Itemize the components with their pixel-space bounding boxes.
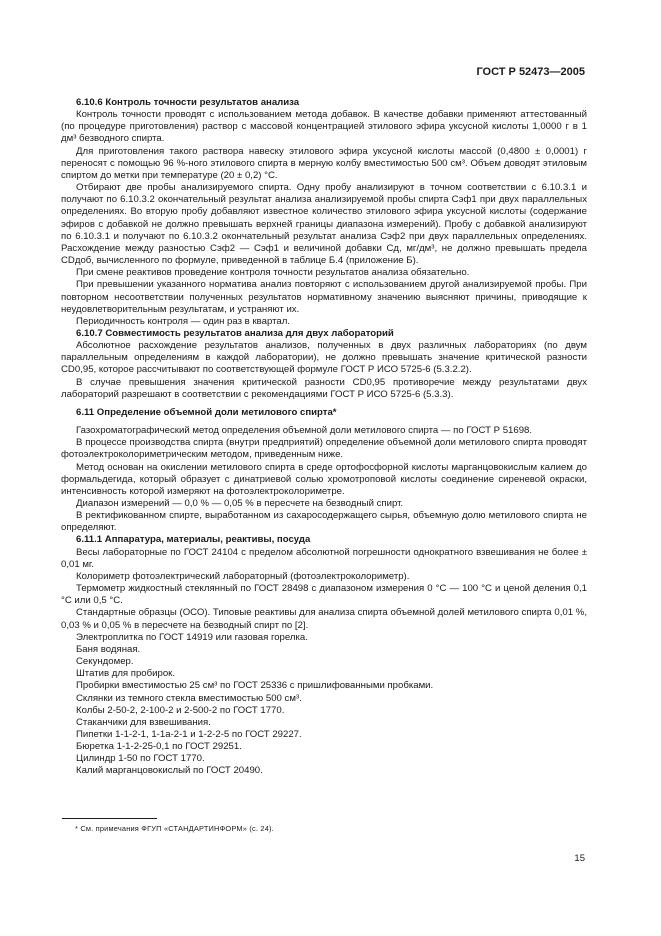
paragraph: Периодичность контроля — один раз в квартал. — [76, 315, 290, 327]
paragraph: Пипетки 1-1-2-1, 1-1а-2-1 и 1-2-2-5 по ГОСТ 29227. — [76, 728, 302, 740]
paragraph: Секундомер. — [76, 656, 134, 668]
paragraph: Электроплитка по ГОСТ 14919 или газовая горелка. — [76, 631, 308, 643]
paragraph: Штатив для пробирок. — [76, 668, 176, 680]
paragraph: При превышении указанного норматива анализ повторяют с использованием другой анализируемой пробы. При повторном несоответствии полученных результатов нормативному значению выясняют причины, приводящие к неудовлетворительным результатам, и устраняют их. — [61, 279, 587, 315]
footnote-divider — [62, 818, 157, 819]
paragraph: Абсолютное расхождение результатов анализов, полученных в двух различных лабораториях (по двум параллельным определениям в каждой лаборатории), не должно превышать значение критической разности CD0,95, которое рассчитывают по соответствующей формуле ГОСТ Р ИСО 5725-6 (5.3.2.2). — [61, 340, 587, 376]
paragraph: Цилиндр 1-50 по ГОСТ 1770. — [76, 753, 205, 765]
section-heading: 6.10.6 Контроль точности результатов анализа — [76, 97, 300, 108]
paragraph: Термометр жидкостный стеклянный по ГОСТ 28498 с диапазоном измерения 0 °С — 100 °С и ценой деления 0,1 °С или 0,5 °С. — [61, 583, 587, 607]
paragraph: Стаканчики для взвешивания. — [76, 716, 211, 728]
page-header: ГОСТ Р 52473—2005 — [476, 66, 585, 78]
paragraph: В ректификованном спирте, выработанном из сахаросодержащего сырья, объемную долю метилового спирта не определяют. — [61, 510, 587, 534]
paragraph: Для приготовления такого раствора навеску этилового эфира уксусной кислоты массой (0,4800 ± 0,0001) г переносят с помощью 96 %-ного этилового спирта в мерную колбу вместимостью 500 см³. Объем доводят этиловым спиртом до метки при температуре (20 ± 0,2) °С. — [61, 145, 587, 181]
paragraph: Калий марганцовокислый по ГОСТ 20490. — [76, 765, 263, 777]
page-number: 15 — [574, 853, 585, 864]
paragraph: Колбы 2-50-2, 2-100-2 и 2-500-2 по ГОСТ 1770. — [76, 704, 285, 716]
paragraph: Пробирки вместимостью 25 см³ по ГОСТ 25336 с пришлифованными пробками. — [76, 680, 434, 692]
section-heading: 6.10.7 Совместимость результатов анализа для двух лабораторий — [76, 327, 394, 339]
paragraph: Контроль точности проводят с использованием метода добавок. В качестве добавки применяют аттестованный (по процедуре приготовления) раствор с массовой концентрацией этилового эфира уксусной кислоты 1,0000 г в 1 дм³ безводного спирта. — [61, 109, 587, 145]
paragraph: В процессе производства спирта (внутри предприятий) определение объемной доли метилового спирта проводят фотоэлектроколориметрическим методом, приведенным ниже. — [61, 437, 587, 461]
paragraph: Баня водяная. — [76, 643, 141, 655]
paragraph: Склянки из темного стекла вместимостью 500 см³. — [76, 692, 302, 704]
section-heading: 6.11 Определение объемной доли метилового спирта* — [76, 406, 337, 418]
paragraph: При смене реактивов проведение контроля точности результатов анализа обязательно. — [76, 267, 470, 279]
document-body — [61, 97, 587, 778]
paragraph: Газохроматографический метод определения объемной доли метилового спирта — по ГОСТ Р 51698. — [76, 425, 533, 437]
paragraph: Колориметр фотоэлектрический лабораторный (фотоэлектроколориметр). — [76, 570, 410, 582]
paragraph: Бюретка 1-1-2-25-0,1 по ГОСТ 29251. — [76, 741, 242, 753]
paragraph: В случае превышения значения критической разности CD0,95 противоречие между результатами двух лабораторий разрешают в соответствии с рекомендациями ГОСТ Р ИСО 5725-6 (5.3.3). — [61, 376, 587, 400]
section-heading: 6.11.1 Аппаратура, материалы, реактивы, посуда — [76, 534, 311, 546]
paragraph: Весы лабораторные по ГОСТ 24104 с пределом абсолютной погрешности однократного взвешивания не более ± 0,01 мг. — [61, 546, 587, 570]
paragraph: Отбирают две пробы анализируемого спирта. Одну пробу анализируют в точном соответствии с 6.10.3.1 и получают по 6.10.3.2 окончательный результат анализа анализируемой пробы спирта Cэф1 при двух параллельных определениях. Во вторую пробу добавляют известное количество этилового эфира уксусной кислоты (содержание эфиров с добавкой не должно превышать верхней границы диапазона измерений). Пробу с добавкой анализируют по 6.10.3.1 и получают по 6.10.3.2 окончательный результат анализа Cэф2 при двух параллельных определениях. Расхождение между разностью Cэф2 — Cэф1 и величиной добавки Cд, мг/дм³, не должно превышать предела CDдоб, вычисленного по формуле, приведенной в таблице Б.4 (приложение Б). — [61, 182, 587, 267]
footnote: * См. примечания ФГУП «СТАНДАРТИНФОРМ» (с. 24). — [75, 824, 274, 833]
paragraph: Метод основан на окислении метилового спирта в среде ортофосфорной кислоты марганцовокислым калием до формальдегида, который образует с динатриевой солью хромотроповой кислоты соединение сиреневой окраски, интенсивность которой измеряют на фотоэлектроколориметре. — [61, 461, 587, 497]
footnote-area — [61, 818, 587, 833]
paragraph: Стандартные образцы (ОСО). Типовые реактивы для анализа спирта объемной долей метилового спирта 0,01 %, 0,03 % и 0,05 % в пересчете на безводный спирт по [2]. — [61, 607, 587, 631]
paragraph: Диапазон измерений — 0,0 % — 0,05 % в пересчете на безводный спирт. — [76, 498, 404, 509]
